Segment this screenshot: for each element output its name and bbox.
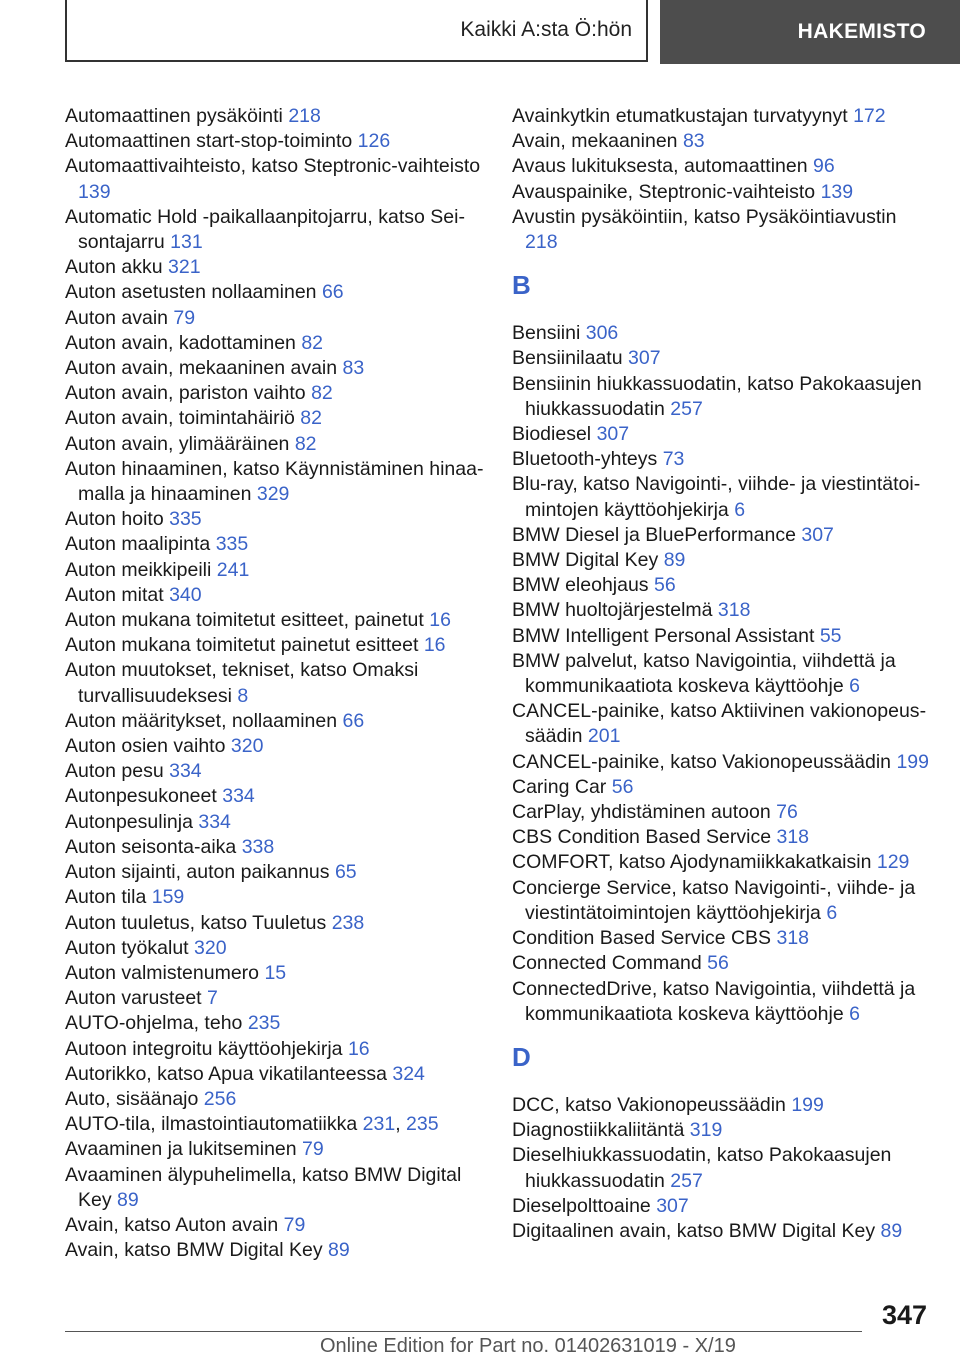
page-reference-link[interactable]: 131	[170, 231, 203, 254]
page-reference-link[interactable]: 172	[853, 105, 886, 127]
page-reference-link[interactable]: 238	[331, 911, 365, 934]
index-entry-text: Auton määritykset, nollaaminen	[65, 709, 338, 732]
page-reference-link[interactable]: 201	[587, 725, 621, 748]
index-entry-text: Biodiesel	[512, 423, 592, 446]
page-reference-link[interactable]: 319	[689, 1119, 723, 1142]
page-reference-link[interactable]: 199	[896, 750, 929, 773]
index-entry	[512, 104, 932, 129]
index-entry-text: Condition Based Service CBS	[512, 927, 772, 950]
index-entry-text: Auton meikkipeili	[65, 558, 212, 581]
index-column-right	[512, 104, 932, 1244]
page-reference-link[interactable]: 96	[813, 155, 835, 178]
page-reference-link[interactable]: 6	[849, 1002, 860, 1025]
index-entry	[65, 936, 485, 961]
index-entry-text: Auton mukana toimitetut painetut esitteet	[65, 634, 419, 657]
page-reference-link[interactable]: 83	[682, 130, 705, 153]
index-entry	[512, 951, 932, 976]
index-entry	[512, 800, 932, 825]
index-entry	[65, 810, 485, 835]
index-entry	[512, 447, 932, 472]
page-reference-link[interactable]: 82	[300, 407, 322, 430]
index-entry-text: BMW Diesel ja BluePerformance	[512, 523, 796, 546]
index-entry	[65, 558, 485, 583]
index-entry	[512, 775, 932, 800]
index-entry-text: Auton avain, toimintahäiriö	[65, 407, 295, 430]
page-reference-link[interactable]: 6	[734, 498, 746, 521]
index-entry-text: Avain, mekaaninen	[512, 130, 678, 153]
index-entry	[512, 154, 932, 179]
index-entry	[65, 1137, 485, 1162]
page-reference-link[interactable]: 76	[776, 801, 798, 824]
index-entry-text: Autonpesukoneet	[65, 785, 217, 808]
index-entry-text: Auton avain, pariston vaihto	[65, 382, 306, 405]
page-reference-link[interactable]: 56	[611, 775, 634, 798]
page-reference-link[interactable]: 66	[321, 281, 344, 304]
index-entry	[512, 1143, 932, 1193]
section-tab[interactable]	[65, 0, 648, 62]
index-entry-text: Blu-ray, katso Navigointi-, viihde- ja viestintätoimintojen käyttöohjekirja	[512, 473, 921, 521]
index-entry-text: Auton avain, ylimääräinen	[65, 432, 290, 455]
index-entry	[512, 977, 932, 1027]
page-reference-link[interactable]: 56	[653, 574, 676, 597]
index-entry	[65, 406, 485, 431]
index-entry	[65, 1087, 485, 1112]
index-entry-text: CANCEL-painike, katso Vakionopeussäädin	[512, 750, 892, 773]
page-reference-link[interactable]: 82	[294, 432, 317, 455]
index-entry-text: ConnectedDrive, katso Navigointia, viihdettä ja kommunikaatiota koskeva käyttöohje	[512, 977, 916, 1025]
index-entry	[512, 750, 932, 775]
index-entry-text: Bluetooth-yhteys	[512, 448, 658, 471]
index-entry-text: Auton tila	[65, 886, 147, 909]
index-entry	[512, 180, 932, 205]
index-entry	[65, 532, 485, 557]
index-letter-heading: B	[512, 270, 531, 301]
index-entry-text: Auton sijainti, auton paikannus	[65, 861, 330, 884]
page-reference-link[interactable]: 307	[596, 423, 630, 446]
index-entry	[65, 129, 485, 154]
index-entry-text: Auton varusteet	[65, 987, 202, 1010]
index-entry-text: AUTO-tila, ilmastointiautomatiikka	[65, 1113, 358, 1136]
page-reference-link[interactable]: 334	[198, 810, 231, 833]
index-entry-text: BMW palvelut, katso Navigointia, viihdettä ja kommunikaatiota koskeva käyttöohje	[512, 649, 896, 698]
page-reference-link[interactable]: 307	[801, 523, 834, 546]
page-reference-link[interactable]: 257	[670, 1169, 703, 1192]
index-entry: AUTO-tila, ilmastointiautomatiikka 231, 235	[65, 1113, 439, 1136]
page-reference-link[interactable]: 126	[357, 130, 391, 153]
index-entry	[512, 372, 932, 422]
index-entry-text: Auton avain, kadottaminen	[65, 331, 296, 354]
index-entry	[512, 825, 932, 850]
index-entry-text: Auton valmistenumero	[65, 961, 260, 984]
index-entry	[512, 548, 932, 573]
index-entry	[65, 432, 485, 457]
index-entry-text: Auton osien vaihto	[65, 735, 226, 758]
index-entry-text: CarPlay, yhdistäminen autoon	[512, 801, 771, 824]
index-entry-text: Bensiinilaatu	[512, 347, 623, 370]
index-entry-text: Caring Car	[512, 775, 607, 798]
page-reference-link[interactable]: 89	[328, 1239, 350, 1262]
page-reference-link[interactable]: 318	[776, 826, 810, 849]
index-entry	[512, 598, 932, 623]
index-entry-text: Connected Command	[512, 952, 702, 975]
index-entry	[65, 331, 485, 356]
page-reference-link[interactable]: 235	[406, 1113, 439, 1136]
index-entry	[65, 205, 485, 255]
index-entry-text: Auton mitat	[65, 583, 164, 606]
index-entry-text: Auton pesu	[65, 760, 164, 783]
index-entry	[65, 885, 485, 910]
page-reference-link[interactable]: 329	[256, 483, 290, 506]
index-entry	[512, 205, 932, 255]
page-reference-link[interactable]: 89	[663, 549, 686, 572]
page-reference-link[interactable]: 89	[117, 1188, 139, 1211]
index-tab-label: HAKEMISTO	[797, 20, 926, 43]
footer-edition: Online Edition for Part no. 01402631019 - X/19	[320, 1335, 736, 1357]
index-entry-text: Auton akku	[65, 256, 163, 279]
page-reference-link[interactable]: 159	[151, 886, 185, 909]
index-entry-text: Dieselhiukkassuodatin, katso Pakokaasujen hiukkassuodatin	[512, 1144, 892, 1192]
index-entry	[512, 523, 932, 548]
page-reference-link[interactable]: 318	[717, 599, 751, 622]
index-entry-text: Bensiini	[512, 322, 581, 345]
page-reference-link[interactable]: 15	[264, 961, 287, 984]
index-entry-text: Avustin pysäköintiin, katso Pysäköintiavustin	[512, 205, 897, 228]
page-reference-link[interactable]: 82	[301, 331, 324, 354]
page-reference-link[interactable]: 16	[429, 609, 451, 632]
index-entry-text: Automaattinen pysäköinti	[65, 105, 283, 127]
page-reference-link[interactable]: 8	[237, 684, 249, 707]
page-reference-link[interactable]: 56	[707, 952, 729, 975]
index-entry	[512, 1118, 932, 1143]
index-entry	[65, 104, 485, 129]
index-entry-text: Autorikko, katso Apua vikatilanteessa	[65, 1062, 387, 1085]
index-column-left	[65, 104, 485, 1263]
page-reference-link[interactable]: 139	[820, 180, 854, 203]
page-reference-link[interactable]: 306	[585, 322, 619, 345]
index-entry	[65, 255, 485, 280]
page-reference-link[interactable]: 256	[203, 1087, 237, 1110]
index-entry	[65, 280, 485, 305]
page-reference-link[interactable]: 79	[283, 1213, 306, 1236]
index-entry	[512, 573, 932, 598]
index-entry-text: Auton avain	[65, 306, 168, 329]
index-entry-text: BMW eleohjaus	[512, 574, 649, 597]
index-entry	[65, 306, 485, 331]
index-entry-text: Avauspainike, Steptronic-vaihteisto	[512, 180, 816, 203]
index-entry	[65, 457, 485, 507]
index-entry-text: BMW Digital Key	[512, 549, 659, 572]
page-reference-link[interactable]: 6	[826, 901, 838, 924]
index-entry-text: Avaaminen ja lukitseminen	[65, 1138, 297, 1161]
index-entry-text: Auton muutokset, tekniset, katso Omaksi turvallisuudeksesi	[65, 659, 419, 707]
index-entry-text: Concierge Service, katso Navigointi-, viihde- ja viestintätoimintojen käyttöohjekirja	[512, 876, 916, 924]
index-entry	[65, 784, 485, 809]
index-entry	[65, 356, 485, 381]
index-entry-text: COMFORT, katso Ajodynamiikkakatkaisin	[512, 851, 872, 874]
index-entry-text: Auton tuuletus, katso Tuuletus	[65, 911, 327, 934]
index-entry-text: Digitaalinen avain, katso BMW Digital Key	[512, 1219, 876, 1242]
index-entry-text: Auton avain, mekaaninen avain	[65, 357, 338, 380]
page-reference-link[interactable]: 307	[656, 1194, 689, 1217]
index-entry-text: Auton asetusten nollaaminen	[65, 281, 317, 304]
page-reference-link[interactable]: 89	[880, 1219, 903, 1242]
index-entry-text: BMW Intelligent Personal Assistant	[512, 624, 815, 647]
page-reference-link[interactable]: 65	[334, 861, 357, 884]
page-reference-link[interactable]: 321	[168, 256, 201, 279]
index-entry	[65, 1011, 485, 1036]
section-title: Kaikki A:sta Ö:hön	[460, 18, 632, 41]
index-entry	[65, 1037, 485, 1062]
index-entry-text: Auto, sisäänajo	[65, 1087, 199, 1110]
index-entry-text: Auton hinaaminen, katso Käynnistäminen hinaamalla ja hinaaminen	[65, 457, 484, 506]
page-reference-link[interactable]: 340	[169, 583, 202, 606]
index-entry	[65, 1213, 485, 1238]
page-reference-link[interactable]: 218	[525, 231, 558, 254]
index-entry	[512, 699, 932, 749]
index-entry	[65, 860, 485, 885]
page-reference-link[interactable]: 231	[362, 1113, 396, 1136]
page-reference-link[interactable]: 334	[222, 785, 255, 808]
index-entry	[512, 1194, 932, 1219]
index-entry	[512, 1219, 932, 1244]
index-entry-text: CANCEL-painike, katso Aktiivinen vakionopeussäädin	[512, 700, 927, 748]
index-entry	[512, 472, 932, 522]
page-reference-link[interactable]: 66	[342, 709, 365, 732]
footer-divider	[65, 1331, 862, 1332]
page-reference-link[interactable]: 129	[876, 851, 910, 874]
page-reference-link[interactable]: 16	[347, 1037, 370, 1060]
page-header	[65, 0, 960, 64]
page-reference-link[interactable]: 83	[342, 357, 365, 380]
page-reference-link[interactable]: 235	[247, 1012, 281, 1035]
index-entry	[65, 583, 485, 608]
page-reference-link[interactable]: 338	[241, 835, 275, 858]
index-entry	[65, 507, 485, 532]
index-entry-text: Diagnostiikkaliitäntä	[512, 1119, 685, 1142]
index-entry-text: Bensiinin hiukkassuodatin, katso Pakokaasujen hiukkassuodatin	[512, 372, 922, 420]
index-entry	[65, 961, 485, 986]
index-entry	[65, 1238, 485, 1263]
index-entry	[512, 624, 932, 649]
page-reference-link[interactable]: 73	[662, 448, 685, 471]
index-entry	[512, 876, 932, 926]
page-reference-link[interactable]: 335	[169, 508, 202, 531]
index-entry	[65, 709, 485, 734]
index-entry	[512, 129, 932, 154]
index-entry	[65, 734, 485, 759]
index-entry-text: Avaus lukituksesta, automaattinen	[512, 155, 808, 178]
index-entry	[512, 1093, 932, 1118]
index-entry-text: Automaattivaihteisto, katso Steptronic-vaihteisto	[65, 155, 481, 178]
page-reference-link[interactable]: 257	[670, 397, 703, 420]
index-entry	[65, 835, 485, 860]
index-entry	[512, 649, 932, 699]
index-entry	[65, 633, 485, 658]
index-entry	[512, 850, 932, 875]
page-reference-link[interactable]: 82	[311, 382, 333, 405]
index-entry-text: Autoon integroitu käyttöohjekirja	[65, 1037, 343, 1060]
index-entry	[65, 986, 485, 1011]
page-reference-link[interactable]: 16	[423, 634, 446, 657]
page-reference-link[interactable]: 334	[169, 760, 202, 783]
index-entry	[65, 1163, 485, 1213]
page-reference-link[interactable]: 320	[230, 735, 264, 758]
page-reference-link[interactable]: 139	[78, 180, 111, 203]
page-reference-link[interactable]: 318	[776, 927, 810, 950]
index-entry	[65, 759, 485, 784]
index-entry-text: Avain, katso Auton avain	[65, 1213, 279, 1236]
index-entry	[65, 911, 485, 936]
index-entry	[65, 658, 485, 708]
index-entry-text: Autonpesulinja	[65, 810, 193, 833]
page-reference-link[interactable]: 324	[392, 1062, 425, 1085]
index-entry-text: Auton maalipinta	[65, 533, 211, 556]
index-entry	[512, 321, 932, 346]
index-entry-text: Dieselpolttoaine	[512, 1194, 651, 1217]
index-tab[interactable]	[660, 0, 960, 64]
page-reference-link[interactable]: 6	[849, 675, 860, 698]
page-number: 347	[881, 1300, 927, 1330]
page-reference-link[interactable]: 335	[215, 533, 249, 556]
index-entry	[65, 154, 485, 204]
index-entry	[512, 926, 932, 951]
index-entry-text: CBS Condition Based Service	[512, 826, 772, 849]
index-entry-text: Avaaminen älypuhelimella, katso BMW Digital Key	[65, 1163, 462, 1211]
page-reference-link[interactable]: 320	[194, 936, 227, 959]
index-entry	[512, 346, 932, 371]
page-reference-link[interactable]: 7	[207, 987, 218, 1010]
index-entry	[65, 1062, 485, 1087]
index-entry	[65, 381, 485, 406]
index-entry-text: Auton hoito	[65, 508, 164, 531]
page-reference-link[interactable]: 241	[216, 558, 250, 581]
index-entry-text: Automaattinen start-stop-toiminto	[65, 130, 353, 153]
page-reference-link[interactable]: 307	[628, 347, 661, 370]
index-entry	[65, 608, 485, 633]
index-entry-text: Auton seisonta-aika	[65, 835, 237, 858]
index-entry	[512, 422, 932, 447]
page-reference-link[interactable]: 218	[288, 105, 321, 127]
page-reference-link[interactable]: 79	[173, 306, 196, 329]
index-entry-text: BMW huoltojärjestelmä	[512, 599, 713, 622]
index-entry-text: Avain, katso BMW Digital Key	[65, 1239, 323, 1262]
page-reference-link[interactable]: 199	[791, 1093, 824, 1116]
page-reference-link[interactable]: 55	[819, 624, 842, 647]
index-entry-text: Auton mukana toimitetut esitteet, painetut	[65, 609, 424, 632]
index-letter-heading: D	[512, 1041, 531, 1072]
index-entry-text: Avainkytkin etumatkustajan turvatyynyt	[512, 105, 848, 127]
index-entry-text: AUTO-ohjelma, teho	[65, 1012, 243, 1035]
index-entry-text: Auton työkalut	[65, 936, 189, 959]
index-entry-text: DCC, katso Vakionopeussäädin	[512, 1093, 786, 1116]
page-reference-link[interactable]: 79	[302, 1138, 324, 1161]
index-entry-text: Automatic Hold -paikallaanpitojarru, katso Seisontajarru	[65, 205, 465, 254]
